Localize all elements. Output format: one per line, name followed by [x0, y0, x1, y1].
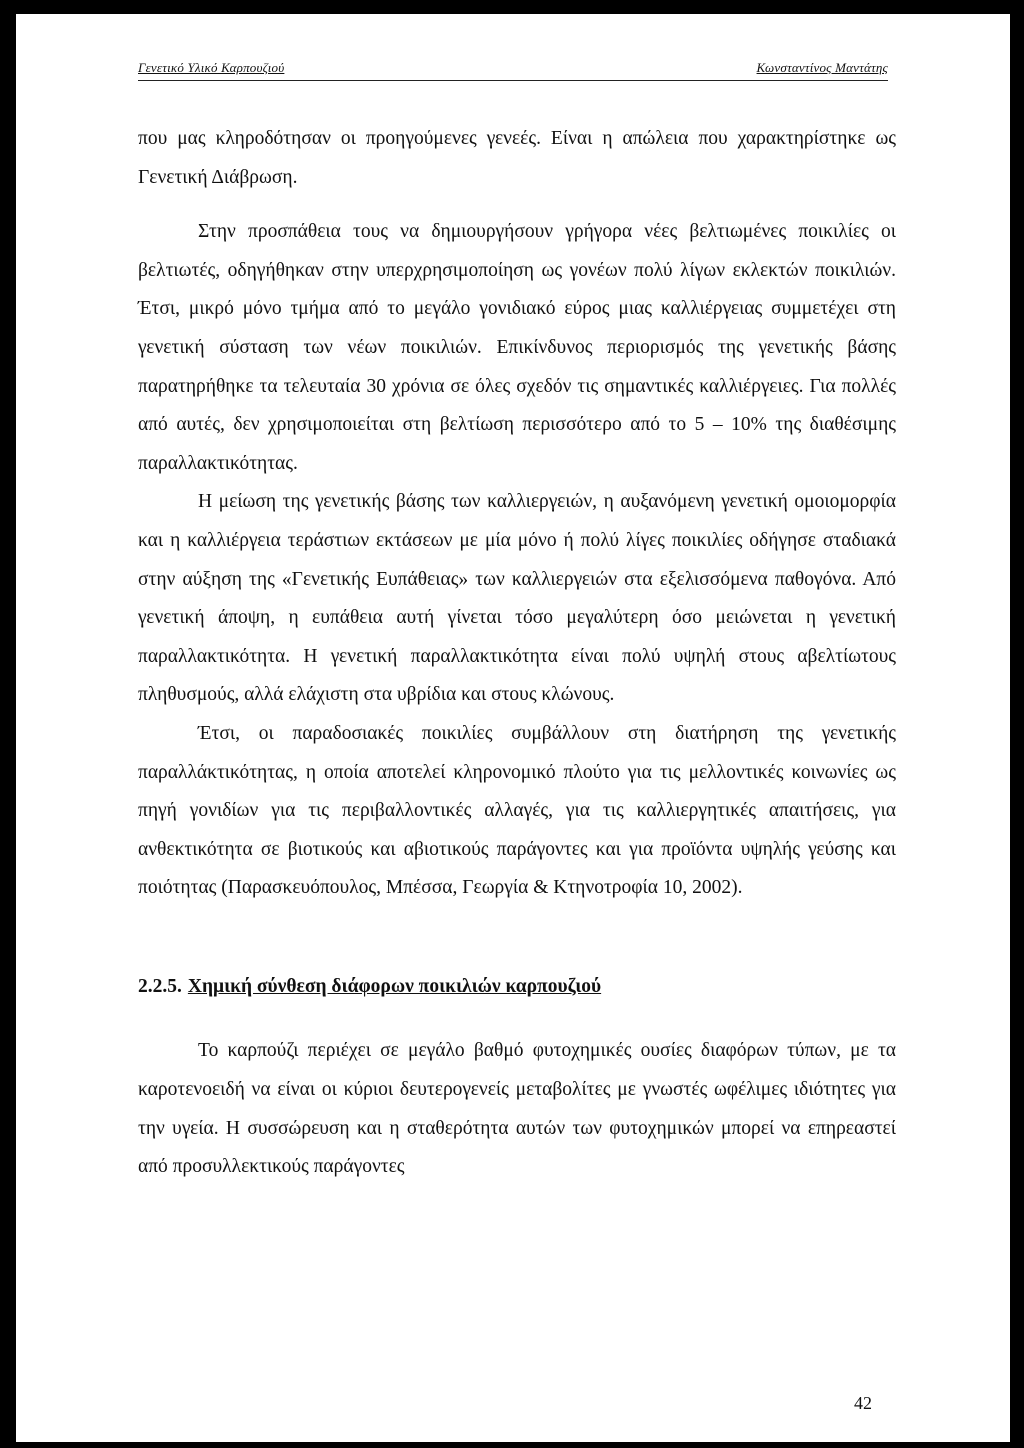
header-title: Γενετικό Υλικό Καρπουζιού: [138, 60, 285, 75]
paragraph-genetic-base: Στην προσπάθεια τους να δημιουργήσουν γρήγορα νέες βελτιωμένες ποικιλίες οι βελτιωτές, οδηγήθηκαν στην υπερχρησιμοποίηση ως γονέων πολύ λίγων εκλεκτών ποικιλιών. Έτσι, μικρό μόνο τμήμα από το μεγάλο γονιδιακό εύρος μιας καλλιέργειας συμμετέχει στη γενετική σύσταση των νέων ποικιλιών. Επικίνδυνος περιορισμός της γενετικής βάσης παρατηρήθηκε τα τελευταία 30 χρόνια σε όλες σχεδόν τις σημαντικές καλλιέργειες. Για πολλές από αυτές, δεν χρησιμοποιείται στη βελτίωση περισσότερο από το 5 – 10% της διαθέσιμης παραλλακτικότητας.: [138, 221, 896, 474]
paragraph-continued: που μας κληροδότησαν οι προηγούμενες γενεές. Είναι η απώλεια που χαρακτηρίστηκε ως Γενετική Διάβρωση.: [138, 128, 896, 188]
page-number: 42: [854, 1393, 872, 1413]
running-header: [138, 58, 888, 81]
section-number: 2.2.5.: [138, 975, 182, 997]
document-page: [16, 14, 1010, 1442]
paragraph-traditional-varieties: Έτσι, οι παραδοσιακές ποικιλίες συμβάλλουν στη διατήρηση της γενετικής παραλλάκτικότητας, η οποία αποτελεί κληρονομικό πλούτο για τις μελλοντικές κοινωνίες ως πηγή γονιδίων για τις περιβαλλοντικές αλλαγές, για τις καλλιεργητικές απαιτήσεις, για ανθεκτικότητα σε βιοτικούς και αβιοτικούς παράγοντες και για προϊόντα υψηλής γεύσης και ποιότητας (Παρασκευόπουλος, Μπέσσα, Γεωργία & Κτηνοτροφία 10, 2002).: [138, 722, 896, 899]
section-title: Χημική σύνθεση διάφορων ποικιλιών καρπουζιού: [187, 975, 602, 997]
header-author: Κωνσταντίνος Μαντάτης: [756, 60, 888, 75]
body-text: [138, 120, 896, 1187]
paragraph-chemical-composition: Το καρπούζι περιέχει σε μεγάλο βαθμό φυτοχημικές ουσίες διαφόρων τύπων, με τα καροτενοειδή να είναι οι κύριοι δευτερογενείς μεταβολίτες με γνωστές ωφέλιμες ιδιότητες για την υγεία. Η συσσώρευση και η σταθερότητα αυτών των φυτοχημικών μπορεί να επηρεαστεί από προσυλλεκτικούς παράγοντες: [138, 1040, 896, 1178]
section-heading: [138, 968, 896, 1007]
paragraph-genetic-vulnerability: Η μείωση της γενετικής βάσης των καλλιεργειών, η αυξανόμενη γενετική ομοιομορφία και η καλλιέργεια τεράστιων εκτάσεων με μία μόνο ή πολύ λίγες ποικιλίες οδήγησε σταδιακά στην αύξηση της «Γενετικής Ευπάθειας» των καλλιεργειών στα εξελισσόμενα παθογόνα. Από γενετική άποψη, η ευπάθεια αυτή γίνεται τόσο μεγαλύτερη όσο μειώνεται η γενετική παραλλακτικότητα. Η γενετική παραλλακτικότητα είναι πολύ υψηλή στους αβελτίωτους πληθυσμούς, αλλά ελάχιστη στα υβρίδια και στους κλώνους.: [138, 491, 896, 706]
